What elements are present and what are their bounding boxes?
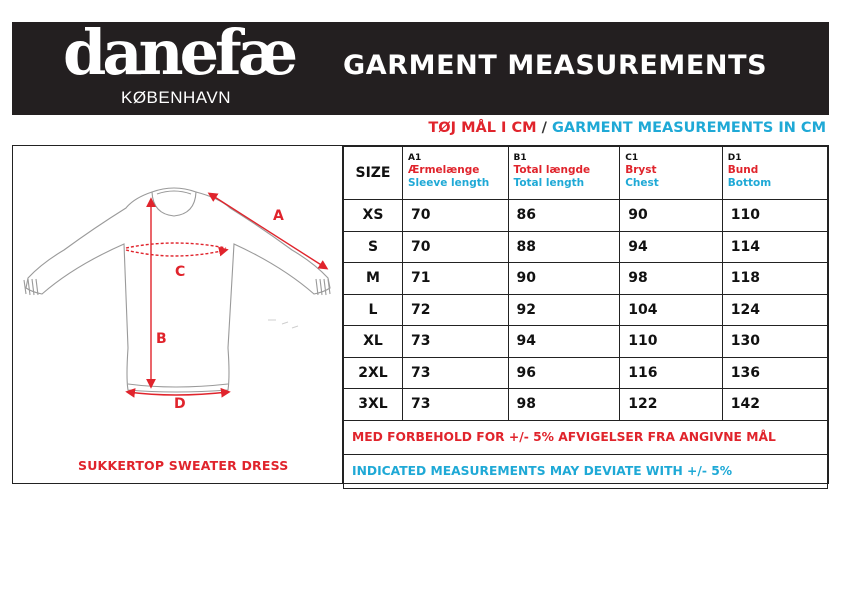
chest-cell: 98 [620, 263, 723, 295]
table-row [344, 389, 828, 421]
measurement-subtitle [428, 120, 826, 136]
total-length-cell: 92 [508, 294, 620, 326]
dress-outline [24, 188, 330, 392]
column-danish: Bund [727, 164, 759, 176]
bottom-cell: 110 [722, 200, 827, 232]
subtitle-separator: / [541, 120, 547, 136]
total-length-cell: 98 [508, 389, 620, 421]
sleeve-length-line [210, 194, 326, 268]
column-header-a [403, 147, 509, 200]
sleeve-length-cell: 73 [403, 357, 509, 389]
tolerance-note-english: INDICATED MEASUREMENTS MAY DEVIATE WITH +/- 5% [344, 454, 828, 488]
subtitle-danish: TØJ MÅL I CM [428, 120, 537, 136]
table-row [344, 231, 828, 263]
chest-cell: 110 [620, 326, 723, 358]
subtitle-english: GARMENT MEASUREMENTS IN CM [551, 120, 826, 136]
sleeve-length-cell: 72 [403, 294, 509, 326]
total-length-cell: 96 [508, 357, 620, 389]
sleeve-length-cell: 70 [403, 231, 509, 263]
chest-cell: 104 [620, 294, 723, 326]
note-row-english [344, 454, 828, 488]
chest-line-back [126, 243, 226, 248]
table-row [344, 357, 828, 389]
chest-cell: 94 [620, 231, 723, 263]
table-header-row [344, 147, 828, 200]
column-english: Bottom [727, 177, 772, 189]
total-length-cell: 94 [508, 326, 620, 358]
table-row [344, 200, 828, 232]
label-a: A [273, 208, 284, 224]
column-header-d [722, 147, 827, 200]
total-length-cell: 90 [508, 263, 620, 295]
column-danish: Bryst [625, 164, 657, 176]
bottom-cell: 124 [722, 294, 827, 326]
bottom-cell: 142 [722, 389, 827, 421]
sleeve-length-cell: 70 [403, 200, 509, 232]
column-header-b [508, 147, 620, 200]
sleeve-length-cell: 73 [403, 326, 509, 358]
column-code: D1 [727, 153, 742, 163]
column-code: B1 [513, 153, 527, 163]
label-d: D [174, 396, 186, 412]
column-code: A1 [408, 153, 422, 163]
size-header: SIZE [344, 147, 403, 200]
size-cell: XS [344, 200, 403, 232]
bottom-cell: 114 [722, 231, 827, 263]
chest-cell: 116 [620, 357, 723, 389]
tolerance-note-danish: MED FORBEHOLD FOR +/- 5% AFVIGELSER FRA ANGIVNE MÅL [344, 420, 828, 454]
size-cell: XL [344, 326, 403, 358]
label-b: B [156, 331, 167, 347]
column-code: C1 [625, 153, 639, 163]
sleeve-length-cell: 73 [403, 389, 509, 421]
size-cell: L [344, 294, 403, 326]
size-table [343, 146, 828, 489]
total-length-cell: 88 [508, 231, 620, 263]
column-danish: Total længde [513, 164, 591, 176]
sleeve-length-cell: 71 [403, 263, 509, 295]
chest-cell: 122 [620, 389, 723, 421]
column-english: Sleeve length [408, 177, 490, 189]
column-english: Total length [513, 177, 585, 189]
column-english: Chest [625, 177, 659, 189]
size-cell: M [344, 263, 403, 295]
brand-logo: danefæ [63, 16, 295, 89]
size-cell: 2XL [344, 357, 403, 389]
bottom-cell: 136 [722, 357, 827, 389]
label-c: C [175, 264, 186, 280]
total-length-cell: 86 [508, 200, 620, 232]
column-danish: Ærmelænge [408, 164, 480, 176]
brand-logo-subtext: KØBENHAVN [121, 88, 231, 107]
size-cell: S [344, 231, 403, 263]
chest-line [126, 250, 226, 256]
page-title: GARMENT MEASUREMENTS [343, 50, 768, 81]
column-header-c [620, 147, 723, 200]
table-row [344, 326, 828, 358]
product-name: SUKKERTOP SWEATER DRESS [78, 458, 289, 473]
bottom-cell: 130 [722, 326, 827, 358]
size-cell: 3XL [344, 389, 403, 421]
table-row [344, 294, 828, 326]
measurement-lines [126, 194, 326, 395]
table-row [344, 263, 828, 295]
chest-cell: 90 [620, 200, 723, 232]
bottom-cell: 118 [722, 263, 827, 295]
note-row-danish [344, 420, 828, 454]
